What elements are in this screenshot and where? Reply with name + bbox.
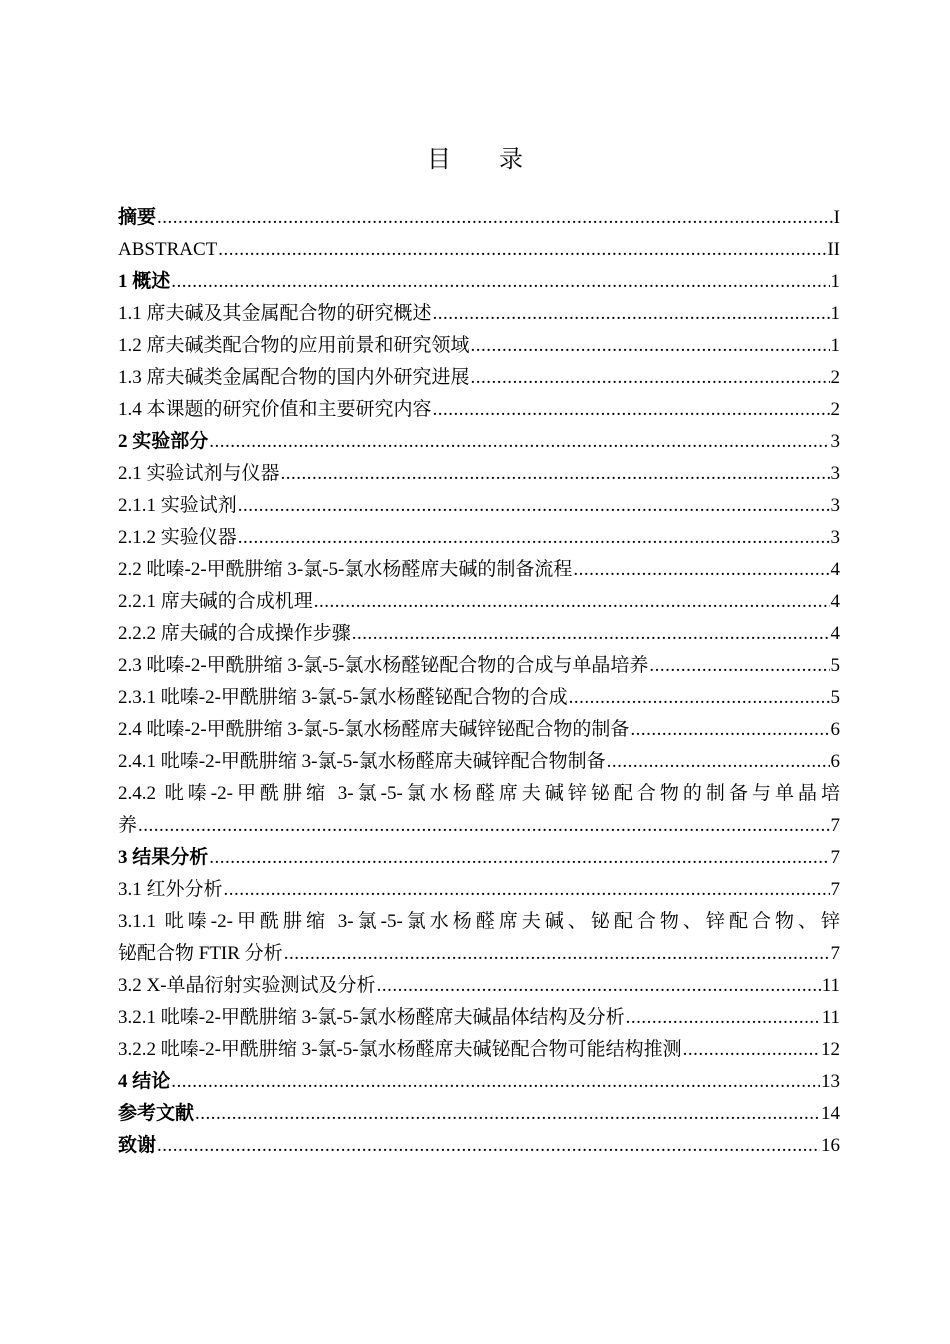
toc-page-number: 13 <box>821 1071 840 1092</box>
toc-page-number: II <box>827 239 840 260</box>
toc-entry[interactable] <box>118 586 840 618</box>
toc-page-number: 3 <box>830 495 840 516</box>
toc-entry[interactable] <box>118 1098 840 1130</box>
toc-entry-label: 2.1.2 实验仪器 <box>118 527 237 548</box>
dot-leader <box>314 586 830 618</box>
toc-entry[interactable] <box>118 1066 840 1098</box>
toc-entry[interactable] <box>118 426 840 458</box>
toc-entry[interactable] <box>118 266 840 298</box>
toc-entry[interactable] <box>118 202 840 234</box>
toc-entry-label: 2.4.1 吡嗪-2-甲酰肼缩 3-氯-5-氯水杨醛席夫碱锌配合物制备 <box>118 751 606 772</box>
dot-leader <box>433 394 830 426</box>
toc-entry[interactable] <box>118 1130 840 1162</box>
toc-page-number: 4 <box>830 591 840 612</box>
toc-page-number: 7 <box>830 879 840 900</box>
dot-leader <box>377 970 821 1002</box>
dot-leader <box>218 234 826 266</box>
dot-leader <box>573 554 829 586</box>
toc-entry[interactable] <box>118 1002 840 1034</box>
dot-leader <box>352 618 830 650</box>
toc-entry[interactable] <box>118 554 840 586</box>
toc-entry[interactable] <box>118 938 840 970</box>
toc-page-number: 2 <box>830 399 840 420</box>
dot-leader <box>683 1034 820 1066</box>
toc-entry[interactable] <box>118 458 840 490</box>
toc-page-number: 7 <box>830 943 840 964</box>
toc-entry[interactable] <box>118 298 840 330</box>
toc-entry-label: 3.2.2 吡嗪-2-甲酰肼缩 3-氯-5-氯水杨醛席夫碱铋配合物可能结构推测 <box>118 1039 682 1060</box>
toc-entry-label: 2.4 吡嗪-2-甲酰肼缩 3-氯-5-氯水杨醛席夫碱锌铋配合物的制备 <box>118 719 630 740</box>
dot-leader <box>626 1002 821 1034</box>
dot-leader <box>433 298 830 330</box>
toc-entry-label: 3.2.1 吡嗪-2-甲酰肼缩 3-氯-5-氯水杨醛席夫碱晶体结构及分析 <box>118 1007 625 1028</box>
toc-page-number: 1 <box>830 335 840 356</box>
toc-entry[interactable] <box>118 714 840 746</box>
toc-entry[interactable] <box>118 874 840 906</box>
toc-list <box>118 202 840 1162</box>
toc-entry-label: 1.3 席夫碱类金属配合物的国内外研究进展 <box>118 367 470 388</box>
toc-entry-label: 2.1.1 实验试剂 <box>118 495 237 516</box>
toc-entry-label: 3.1 红外分析 <box>118 879 223 900</box>
dot-leader <box>649 650 829 682</box>
toc-entry-label: 致谢 <box>118 1135 157 1156</box>
toc-page-number: 14 <box>821 1103 840 1124</box>
toc-title: 目 录 <box>427 145 523 173</box>
toc-entry-label: 参考文献 <box>118 1103 195 1124</box>
toc-entry[interactable] <box>118 490 840 522</box>
toc-entry-label: 2.4.2 吡嗪-2-甲酰肼缩 3-氯-5-氯水杨醛席夫碱锌铋配合物的制备与单晶培 <box>118 783 840 804</box>
dot-leader <box>209 842 829 874</box>
toc-entry[interactable] <box>118 746 840 778</box>
toc-page-number: 3 <box>830 527 840 548</box>
toc-page-number: 7 <box>830 815 840 836</box>
toc-entry-label: 养 <box>118 815 138 836</box>
toc-page-number: 4 <box>830 559 840 580</box>
toc-page-number: 1 <box>830 271 840 292</box>
toc-page-number: 6 <box>830 751 840 772</box>
toc-entry-line[interactable] <box>118 906 840 938</box>
toc-entry-label: 3.2 X-单晶衍射实验测试及分析 <box>118 975 376 996</box>
toc-entry[interactable] <box>118 330 840 362</box>
dot-leader <box>607 746 830 778</box>
dot-leader <box>209 426 829 458</box>
dot-leader <box>630 714 829 746</box>
toc-entry[interactable] <box>118 842 840 874</box>
toc-entry[interactable] <box>118 234 840 266</box>
toc-entry-label: 2.3.1 吡嗪-2-甲酰肼缩 3-氯-5-氯水杨醛铋配合物的合成 <box>118 687 568 708</box>
toc-page-number: 5 <box>830 655 840 676</box>
toc-entry-label: 1.2 席夫碱类配合物的应用前景和研究领域 <box>118 335 470 356</box>
toc-entry-label: 2.3 吡嗪-2-甲酰肼缩 3-氯-5-氯水杨醛铋配合物的合成与单晶培养 <box>118 655 649 676</box>
toc-entry[interactable] <box>118 618 840 650</box>
toc-page-number: 4 <box>830 623 840 644</box>
toc-page-number: 3 <box>830 431 840 452</box>
dot-leader <box>157 202 833 234</box>
toc-entry[interactable] <box>118 650 840 682</box>
dot-leader <box>171 266 829 298</box>
dot-leader <box>157 1130 820 1162</box>
toc-entry-label: 2.2.2 席夫碱的合成操作步骤 <box>118 623 351 644</box>
dot-leader <box>281 458 830 490</box>
toc-entry-label: 1.4 本课题的研究价值和主要研究内容 <box>118 399 432 420</box>
toc-entry[interactable] <box>118 810 840 842</box>
dot-leader <box>471 362 830 394</box>
toc-page-number: 11 <box>821 1007 840 1028</box>
toc-page-number: 2 <box>830 367 840 388</box>
toc-entry-label: 4 结论 <box>118 1071 171 1092</box>
toc-page-number: 5 <box>830 687 840 708</box>
toc-entry[interactable] <box>118 682 840 714</box>
toc-page-number: 6 <box>830 719 840 740</box>
toc-entry[interactable] <box>118 394 840 426</box>
toc-entry-label: 摘要 <box>118 207 157 228</box>
dot-leader <box>238 522 830 554</box>
toc-entry[interactable] <box>118 522 840 554</box>
toc-entry-label: 1 概述 <box>118 271 171 292</box>
toc-page-number: 12 <box>821 1039 840 1060</box>
toc-entry-label: ABSTRACT <box>118 239 218 260</box>
toc-entry-line[interactable] <box>118 778 840 810</box>
toc-entry-label: 1.1 席夫碱及其金属配合物的研究概述 <box>118 303 432 324</box>
dot-leader <box>238 490 830 522</box>
toc-entry-label: 铋配合物 FTIR 分析 <box>118 943 283 964</box>
toc-entry-label: 2.2.1 席夫碱的合成机理 <box>118 591 313 612</box>
dot-leader <box>224 874 830 906</box>
toc-entry-label: 2 实验部分 <box>118 431 209 452</box>
dot-leader <box>284 938 830 970</box>
toc-page-number: I <box>833 207 840 228</box>
toc-page-number: 1 <box>830 303 840 324</box>
toc-page-number: 3 <box>830 463 840 484</box>
toc-entry[interactable] <box>118 970 840 1002</box>
toc-page-number: 16 <box>821 1135 840 1156</box>
toc-entry-label: 3 结果分析 <box>118 847 209 868</box>
toc-entry-label: 2.2 吡嗪-2-甲酰肼缩 3-氯-5-氯水杨醛席夫碱的制备流程 <box>118 559 573 580</box>
toc-page-number: 11 <box>821 975 840 996</box>
dot-leader <box>569 682 830 714</box>
toc-page-number: 7 <box>830 847 840 868</box>
dot-leader <box>138 810 829 842</box>
toc-entry[interactable] <box>118 362 840 394</box>
toc-entry[interactable] <box>118 1034 840 1066</box>
toc-entry-label: 3.1.1 吡嗪-2-甲酰肼缩 3-氯-5-氯水杨醛席夫碱、铋配合物、锌配合物、锌 <box>118 911 840 932</box>
dot-leader <box>171 1066 820 1098</box>
dot-leader <box>471 330 830 362</box>
toc-entry-label: 2.1 实验试剂与仪器 <box>118 463 280 484</box>
dot-leader <box>195 1098 820 1130</box>
